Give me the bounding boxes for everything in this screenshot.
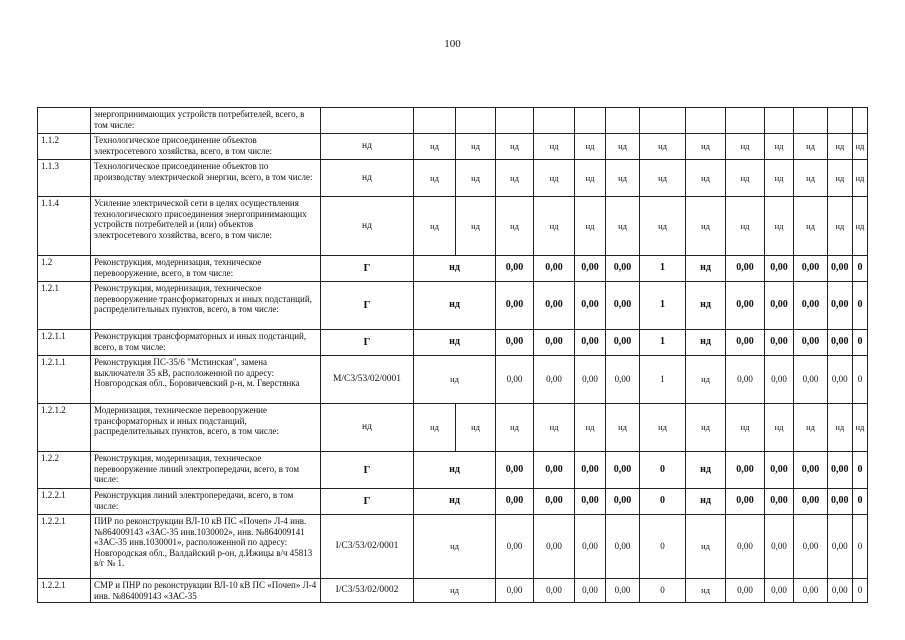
value-cell: 0,00: [575, 356, 606, 404]
row-code-cell: Г: [321, 489, 414, 515]
value-cell: 0,00: [575, 330, 606, 356]
value-cell: 0: [640, 489, 686, 515]
value-cell: нд: [828, 404, 853, 452]
value-cell: нд: [456, 197, 496, 256]
value-cell: 0,00: [765, 282, 794, 330]
row-number-cell: 1.2: [38, 256, 91, 282]
value-cell: 0,00: [534, 356, 575, 404]
investment-program-table: [37, 107, 868, 603]
row-name-cell: ПИР по реконструкции ВЛ-10 кВ ПС «Почеп» Л-4 инв. №864009143 «ЗАС-35 инв.1030002», инв. №864009141 «ЗАС-35 инв.1030001», расположенной по адресу: Новгородская обл., Валдайский р-он, д.Ижицы в/ч 45813 в/г № 1.: [91, 515, 321, 579]
value-cell: нд: [606, 197, 640, 256]
value-cell: нд: [640, 134, 686, 160]
value-cell: нд: [765, 197, 794, 256]
value-cell: 0,00: [575, 452, 606, 489]
value-cell: 0,00: [765, 579, 794, 603]
value-cell: нд: [414, 134, 456, 160]
value-cell: 0,00: [496, 282, 534, 330]
value-cell: 1: [640, 282, 686, 330]
value-cell: 0,00: [765, 452, 794, 489]
value-cell: нд: [414, 579, 496, 603]
value-cell: 0: [852, 256, 868, 282]
value-cell: 0,00: [496, 515, 534, 579]
value-cell: нд: [575, 197, 606, 256]
row-name-cell: энергопринимающих устройств потребителей, всего, в том числе:: [91, 108, 321, 134]
row-number-cell: 1.2.1.2: [38, 404, 91, 452]
value-cell: нд: [852, 134, 868, 160]
value-cell: 0,00: [534, 330, 575, 356]
value-cell: 0,00: [534, 489, 575, 515]
value-cell: 0,00: [606, 356, 640, 404]
row-number-cell: 1.2.1.1: [38, 356, 91, 404]
value-cell: нд: [828, 197, 853, 256]
value-cell: 0,00: [534, 579, 575, 603]
page-number: 100: [444, 38, 461, 50]
value-cell: 0,00: [794, 356, 828, 404]
value-cell: нд: [852, 160, 868, 197]
value-cell: 0,00: [726, 282, 765, 330]
value-cell: нд: [414, 356, 496, 404]
value-cell: нд: [726, 404, 765, 452]
value-cell: нд: [686, 330, 726, 356]
row-name-cell: Усиление электрической сети в целях осуществления технологического присоединения энергопринимающих устройств потребителей и (или) объектов электросетевого хозяйства, всего, в том числе:: [91, 197, 321, 256]
value-cell: нд: [414, 404, 456, 452]
row-name-cell: Реконструкция трансформаторных и иных подстанций, всего, в том числе:: [91, 330, 321, 356]
value-cell: 0,00: [794, 515, 828, 579]
value-cell: нд: [456, 160, 496, 197]
value-cell: нд: [640, 404, 686, 452]
table-row: [38, 197, 868, 256]
value-cell: [726, 108, 765, 134]
value-cell: 0,00: [794, 282, 828, 330]
value-cell: нд: [456, 404, 496, 452]
value-cell: нд: [726, 134, 765, 160]
value-cell: 0: [852, 489, 868, 515]
value-cell: нд: [686, 197, 726, 256]
value-cell: 0,00: [765, 256, 794, 282]
value-cell: 0: [852, 330, 868, 356]
value-cell: 1: [640, 256, 686, 282]
value-cell: нд: [414, 160, 456, 197]
value-cell: 0,00: [726, 330, 765, 356]
value-cell: нд: [686, 256, 726, 282]
value-cell: 0,00: [496, 356, 534, 404]
value-cell: 0,00: [828, 579, 853, 603]
value-cell: [575, 108, 606, 134]
table-row: [38, 515, 868, 579]
value-cell: 0,00: [606, 256, 640, 282]
row-number-cell: 1.2.1: [38, 282, 91, 330]
table-row: [38, 356, 868, 404]
row-number-cell: 1.2.1.1: [38, 330, 91, 356]
value-cell: 0,00: [828, 489, 853, 515]
row-number-cell: 1.2.2.1: [38, 579, 91, 603]
value-cell: 0: [852, 282, 868, 330]
value-cell: нд: [726, 160, 765, 197]
value-cell: нд: [414, 282, 496, 330]
value-cell: 0: [852, 515, 868, 579]
value-cell: [496, 108, 534, 134]
value-cell: 0,00: [794, 256, 828, 282]
value-cell: нд: [414, 330, 496, 356]
value-cell: 0,00: [606, 330, 640, 356]
value-cell: 0,00: [765, 330, 794, 356]
table-row: [38, 330, 868, 356]
value-cell: 0,00: [534, 515, 575, 579]
row-number-cell: 1.1.4: [38, 197, 91, 256]
value-cell: 0,00: [575, 282, 606, 330]
value-cell: нд: [414, 256, 496, 282]
value-cell: нд: [496, 160, 534, 197]
value-cell: 0: [852, 452, 868, 489]
value-cell: 0,00: [794, 579, 828, 603]
value-cell: нд: [794, 404, 828, 452]
value-cell: нд: [456, 134, 496, 160]
value-cell: нд: [640, 197, 686, 256]
value-cell: [534, 108, 575, 134]
value-cell: 0,00: [726, 515, 765, 579]
row-name-cell: Реконструкция ПС-35/6 "Мстинская", замена выключателя 35 кВ, расположенной по адресу: Новгородская обл., Боровичевский р-н, м. Гверстянка: [91, 356, 321, 404]
value-cell: 0,00: [726, 452, 765, 489]
value-cell: нд: [640, 160, 686, 197]
value-cell: нд: [686, 404, 726, 452]
row-code-cell: Г: [321, 330, 414, 356]
value-cell: 0,00: [575, 489, 606, 515]
value-cell: нд: [534, 160, 575, 197]
row-code-cell: I/C3/53/02/0002: [321, 579, 414, 603]
value-cell: 0,00: [534, 452, 575, 489]
row-code-cell: [321, 108, 414, 134]
value-cell: 0,00: [575, 579, 606, 603]
value-cell: 0,00: [794, 330, 828, 356]
value-cell: нд: [534, 197, 575, 256]
value-cell: 0,00: [575, 515, 606, 579]
value-cell: 0,00: [496, 452, 534, 489]
value-cell: 0,00: [828, 330, 853, 356]
value-cell: нд: [828, 160, 853, 197]
value-cell: нд: [686, 356, 726, 404]
row-name-cell: Реконструкция, модернизация, техническое перевооружение трансформаторных и иных подстанций, распределительных пунктов, всего, в том числе:: [91, 282, 321, 330]
value-cell: 0,00: [496, 489, 534, 515]
row-number-cell: 1.1.3: [38, 160, 91, 197]
table-row: [38, 579, 868, 603]
value-cell: нд: [686, 579, 726, 603]
value-cell: нд: [686, 489, 726, 515]
row-number-cell: [38, 108, 91, 134]
value-cell: нд: [414, 515, 496, 579]
value-cell: 0,00: [606, 282, 640, 330]
value-cell: нд: [496, 197, 534, 256]
value-cell: 0,00: [606, 579, 640, 603]
row-name-cell: Реконструкция, модернизация, техническое перевооружение линий электропередачи, всего, в том числе:: [91, 452, 321, 489]
value-cell: нд: [496, 404, 534, 452]
value-cell: [686, 108, 726, 134]
value-cell: [765, 108, 794, 134]
row-code-cell: нд: [321, 134, 414, 160]
value-cell: 1: [640, 330, 686, 356]
value-cell: [606, 108, 640, 134]
value-cell: 0: [640, 515, 686, 579]
row-name-cell: СМР и ПНР по реконструкции ВЛ-10 кВ ПС «Почеп» Л-4 инв. №864009143 «ЗАС-35: [91, 579, 321, 603]
value-cell: нд: [686, 134, 726, 160]
value-cell: 0: [640, 452, 686, 489]
value-cell: нд: [765, 134, 794, 160]
value-cell: 0,00: [765, 356, 794, 404]
row-name-cell: Технологическое присоединение объектов электросетевого хозяйства, всего, в том числе:: [91, 134, 321, 160]
value-cell: 0,00: [575, 256, 606, 282]
value-cell: 0: [852, 579, 868, 603]
value-cell: 0,00: [828, 256, 853, 282]
value-cell: [456, 108, 496, 134]
value-cell: [414, 108, 456, 134]
value-cell: нд: [575, 404, 606, 452]
value-cell: 0,00: [534, 256, 575, 282]
table-row: [38, 282, 868, 330]
table-row: [38, 452, 868, 489]
value-cell: нд: [686, 515, 726, 579]
row-code-cell: Г: [321, 256, 414, 282]
row-number-cell: 1.2.2: [38, 452, 91, 489]
value-cell: нд: [414, 197, 456, 256]
value-cell: 0,00: [606, 515, 640, 579]
value-cell: 0,00: [726, 489, 765, 515]
value-cell: 0,00: [828, 452, 853, 489]
table-row: [38, 404, 868, 452]
value-cell: нд: [534, 404, 575, 452]
value-cell: нд: [852, 404, 868, 452]
row-code-cell: Г: [321, 282, 414, 330]
value-cell: нд: [606, 404, 640, 452]
value-cell: 0,00: [828, 356, 853, 404]
row-number-cell: 1.2.2.1: [38, 489, 91, 515]
value-cell: 0,00: [828, 515, 853, 579]
table-row: [38, 160, 868, 197]
value-cell: нд: [606, 160, 640, 197]
value-cell: 0,00: [765, 515, 794, 579]
value-cell: нд: [726, 197, 765, 256]
row-code-cell: Г: [321, 452, 414, 489]
value-cell: нд: [765, 404, 794, 452]
value-cell: нд: [414, 452, 496, 489]
value-cell: нд: [534, 134, 575, 160]
value-cell: нд: [575, 160, 606, 197]
row-name-cell: Реконструкция, модернизация, техническое перевооружение, всего, в том числе:: [91, 256, 321, 282]
row-name-cell: Технологическое присоединение объектов по производству электрической энергии, всего, в том числе:: [91, 160, 321, 197]
row-number-cell: 1.2.2.1: [38, 515, 91, 579]
value-cell: 0,00: [496, 579, 534, 603]
value-cell: нд: [575, 134, 606, 160]
value-cell: 0,00: [765, 489, 794, 515]
value-cell: 1: [640, 356, 686, 404]
value-cell: нд: [794, 197, 828, 256]
value-cell: нд: [686, 452, 726, 489]
row-number-cell: 1.1.2: [38, 134, 91, 160]
value-cell: нд: [794, 134, 828, 160]
value-cell: 0,00: [726, 356, 765, 404]
value-cell: нд: [686, 282, 726, 330]
value-cell: 0,00: [726, 579, 765, 603]
row-code-cell: M/C3/53/02/0001: [321, 356, 414, 404]
row-code-cell: нд: [321, 160, 414, 197]
row-name-cell: Модернизация, техническое перевооружение трансформаторных и иных подстанций, распределительных пунктов, всего, в том числе:: [91, 404, 321, 452]
value-cell: нд: [765, 160, 794, 197]
value-cell: нд: [606, 134, 640, 160]
value-cell: [794, 108, 828, 134]
value-cell: 0,00: [794, 452, 828, 489]
value-cell: 0,00: [794, 489, 828, 515]
value-cell: нд: [414, 489, 496, 515]
row-name-cell: Реконструкция линий электропередачи, всего, в том числе:: [91, 489, 321, 515]
value-cell: 0,00: [534, 282, 575, 330]
value-cell: 0,00: [496, 330, 534, 356]
value-cell: 0,00: [726, 256, 765, 282]
value-cell: [828, 108, 853, 134]
table-row: [38, 108, 868, 134]
value-cell: [852, 108, 868, 134]
value-cell: нд: [496, 134, 534, 160]
value-cell: нд: [794, 160, 828, 197]
row-code-cell: I/C3/53/02/0001: [321, 515, 414, 579]
table-row: [38, 489, 868, 515]
value-cell: нд: [852, 197, 868, 256]
value-cell: [640, 108, 686, 134]
value-cell: 0,00: [606, 452, 640, 489]
value-cell: 0: [640, 579, 686, 603]
value-cell: 0,00: [828, 282, 853, 330]
row-code-cell: нд: [321, 404, 414, 452]
table-row: [38, 134, 868, 160]
row-code-cell: нд: [321, 197, 414, 256]
value-cell: 0,00: [496, 256, 534, 282]
table-row: [38, 256, 868, 282]
value-cell: 0,00: [606, 489, 640, 515]
value-cell: нд: [828, 134, 853, 160]
value-cell: нд: [686, 160, 726, 197]
value-cell: 0: [852, 356, 868, 404]
